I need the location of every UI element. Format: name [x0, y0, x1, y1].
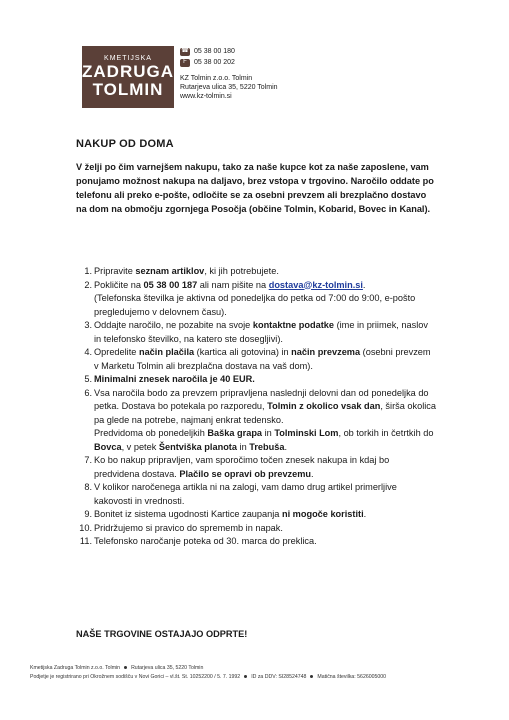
fax-icon: F	[180, 59, 190, 67]
email-link[interactable]: dostava@kz-tolmin.si	[268, 279, 363, 290]
list-item: 1 . Pripravite seznam artiklov, ki jih potrebujete.	[76, 265, 436, 279]
list-item: 3 . Oddajte naročilo, ne pozabite na svoje kontaktne podatke (ime in priimek, naslov in telefonsko številko, na katero ste dosegljivi).	[76, 319, 436, 346]
list-item: 6 . Vsa naročila bodo za prevzem pripravljena naslednji delovni dan od ponedeljka do petka. Dostava bo potekala po razporedu, Tolmin z okolico vsak dan, širša okolica pa glede na potrebe, najmanj enkrat tedensko. Predvidoma ob ponedeljkih Baška grapa in Tolminski Lom, ob torkih in četrtkih do Bovca, v petek Šentviška planota in Trebuša.	[76, 387, 436, 455]
list-item: 5 . Minimalni znesek naročila je 40 EUR.	[76, 373, 436, 387]
fax-number: 05 38 00 202	[194, 59, 235, 66]
footer-reg-number: Matična številka: 5626005000	[317, 674, 387, 680]
company-website: www.kz-tolmin.si	[180, 93, 232, 100]
list-item: 11 . Telefonsko naročanje poteka od 30. marca do preklica.	[76, 535, 436, 549]
phone-number: 05 38 00 180	[194, 48, 235, 55]
footer	[30, 664, 490, 682]
company-logo	[82, 46, 174, 108]
footer-address: Rutarjeva ulica 35, 5220 Tolmin	[131, 665, 204, 671]
company-name: KZ Tolmin z.o.o. Tolmin	[180, 75, 253, 82]
logo-line-2: ZADRUGA	[82, 62, 174, 81]
footer-registration: Podjetje je registrirano pri Okrožnem sodišču v Novi Gorici – vl.št. St. 10252200 / 5. 7. 1992	[30, 674, 241, 680]
bullet-icon	[244, 675, 247, 678]
list-item: 4 . Opredelite način plačila (kartica ali gotovina) in način prevzema (osebni prevzem v Marketu Tolmin ali brezplačna dostava na vaš dom).	[76, 346, 436, 373]
bullet-icon	[124, 666, 127, 669]
steps-list	[76, 265, 436, 549]
footer-company: Kmetijska Zadruga Tolmin z.o.o. Tolmin	[30, 665, 121, 671]
logo-line-1: KMETIJSKA	[104, 55, 152, 62]
list-item: 10 . Pridržujemo si pravico do sprememb in napak.	[76, 522, 436, 536]
closing-statement: NAŠE TRGOVINE OSTAJAJO ODPRTE!	[76, 629, 248, 639]
list-item: 8 . V kolikor naročenega artikla ni na zalogi, vam damo drug artikel primerljive kakovosti in vrednosti.	[76, 481, 436, 508]
list-item: 7 . Ko bo nakup pripravljen, vam sporočimo točen znesek nakupa in kdaj bo predvidena dostava. Plačilo se opravi ob prevzemu.	[76, 454, 436, 481]
bullet-icon	[310, 675, 313, 678]
footer-vat: ID za DDV: SI28524748	[251, 674, 307, 680]
contact-block	[180, 46, 278, 101]
list-item: 9 . Bonitet iz sistema ugodnosti Kartice zaupanja ni mogoče koristiti.	[76, 508, 436, 522]
logo-line-3: TOLMIN	[92, 80, 164, 99]
list-item: 2 . Pokličite na 05 38 00 187 ali nam pišite na dostava@kz-tolmin.si. (Telefonska številka je aktivna od ponedeljka do petka od 7:00 do 9:00, e-pošto pregledujemo v delovnem času).	[76, 279, 436, 320]
phone-icon: ☎	[181, 48, 189, 54]
company-address: Rutarjeva ulica 35, 5220 Tolmin	[180, 84, 278, 91]
page-title: NAKUP OD DOMA	[76, 138, 174, 150]
intro-paragraph: V želji po čim varnejšem nakupu, tako za naše kupce kot za naše zaposlene, vam ponujamo možnost nakupa na daljavo, brez vstopa v trgovino. Naročilo oddate po telefonu ali preko e-pošte, odločite se za osebni prevzem ali brezplačno dostavo na dom na območju zgornjega Posočja (občine Tolmin, Kobarid, Bovec in Kanal).	[76, 162, 434, 214]
